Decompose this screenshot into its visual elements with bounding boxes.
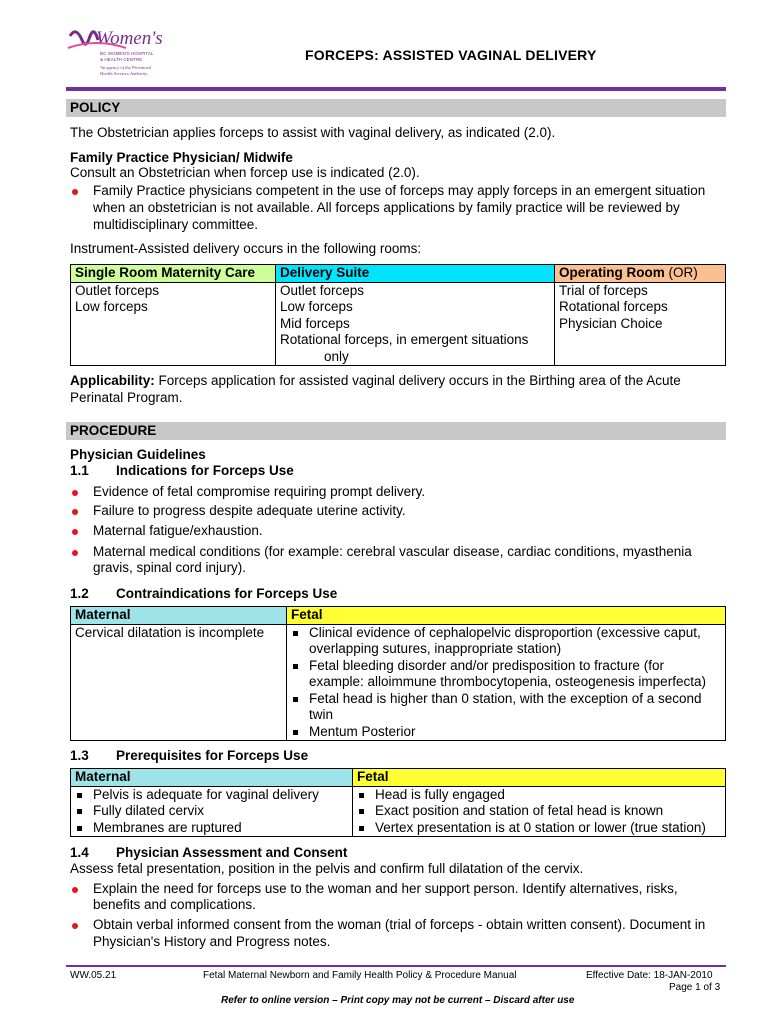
procedure-heading: PROCEDURE bbox=[66, 422, 726, 440]
indication-item: Failure to progress despite adequate uterine activity. bbox=[93, 503, 406, 518]
bullet-icon bbox=[72, 529, 78, 535]
consent-bullet1-line2: benefits and complications. bbox=[93, 897, 256, 912]
contraindications-table bbox=[70, 606, 726, 741]
contra-cell-fetal bbox=[287, 624, 726, 741]
policy-intro: The Obstetrician applies forceps to assist with vaginal delivery, as indicated (2.0). bbox=[70, 125, 556, 140]
footer-divider bbox=[66, 965, 726, 967]
section-1-2-number: 1.2 bbox=[70, 586, 89, 601]
indication-item: Maternal medical conditions (for example: cerebral vascular disease, cardiac conditions, myasthenia bbox=[93, 544, 692, 559]
assessment-text: Assess fetal presentation, position in the pelvis and confirm full dilatation of the cervix. bbox=[70, 861, 584, 876]
svg-text:BC WOMEN'S HOSPITAL: BC WOMEN'S HOSPITAL bbox=[100, 51, 154, 56]
section-1-4-number: 1.4 bbox=[70, 845, 89, 860]
list-item: Physician Choice bbox=[559, 315, 663, 331]
list-item-line: Fetal bleeding disorder and/or predisposition to fracture (for bbox=[309, 657, 664, 673]
prereq-cell-maternal bbox=[71, 786, 353, 837]
applicability-text: Forceps application for assisted vaginal delivery occurs in the Birthing area of the Acute bbox=[154, 373, 681, 388]
bullet-icon bbox=[72, 550, 78, 556]
applicability-line2: Perinatal Program. bbox=[70, 390, 183, 405]
fp-bullet-line3: multidisciplinary committee. bbox=[93, 217, 259, 232]
list-item: Trial of forceps bbox=[559, 282, 648, 298]
footer-notice: Refer to online version – Print copy may not be current – Discard after use bbox=[221, 995, 575, 1006]
indication-item-cont: gravis, spinal cord injury). bbox=[93, 560, 247, 575]
square-bullet-icon bbox=[293, 730, 298, 735]
list-item-line: example: alloimmune thrombocytopenia, osteogenesis imperfecta) bbox=[309, 674, 706, 689]
rooms-header-delivery-suite: Delivery Suite bbox=[276, 265, 555, 283]
square-bullet-icon bbox=[293, 631, 298, 636]
list-item-line: Fetal head is higher than 0 station, with the exception of a second bbox=[309, 690, 702, 706]
prerequisites-table bbox=[70, 768, 726, 837]
rooms-cell-srmc bbox=[71, 282, 276, 366]
indication-item: Maternal fatigue/exhaustion. bbox=[93, 523, 263, 538]
list-item bbox=[291, 658, 721, 691]
list-item: Low forceps bbox=[280, 299, 353, 314]
list-item-line: Clinical evidence of cephalopelvic disproportion (excessive caput, bbox=[309, 624, 701, 640]
list-item bbox=[357, 787, 721, 804]
list-item-line: overlapping sutures, inappropriate station) bbox=[309, 641, 562, 656]
list-item bbox=[75, 820, 348, 837]
list-item bbox=[291, 625, 721, 658]
list-item-text: Fully dilated cervix bbox=[93, 803, 205, 818]
square-bullet-icon bbox=[359, 809, 364, 814]
prereq-header-fetal: Fetal bbox=[353, 769, 726, 787]
consent-bullet2-line2: Physician's History and Progress notes. bbox=[93, 934, 331, 949]
svg-text:Health Services Authority: Health Services Authority bbox=[100, 71, 148, 76]
rooms-cell-delivery-suite bbox=[276, 282, 555, 366]
fp-bullet-line1: Family Practice physicians competent in the use of forceps may apply forceps in an emergent situation bbox=[93, 183, 706, 198]
rooms-header-srmc: Single Room Maternity Care bbox=[71, 265, 276, 283]
list-item: Low forceps bbox=[75, 299, 148, 314]
footer-manual: Fetal Maternal Newborn and Family Health Policy & Procedure Manual bbox=[203, 970, 517, 981]
womens-hospital-logo bbox=[66, 18, 176, 88]
consent-bullet1-line1: Explain the need for forceps use to the woman and her support person. Identify alternatives, risks, bbox=[93, 881, 678, 896]
prereq-cell-fetal bbox=[353, 786, 726, 837]
bullet-icon bbox=[72, 490, 78, 496]
section-1-1-number: 1.1 bbox=[70, 463, 89, 478]
list-item-line: twin bbox=[309, 707, 334, 722]
rooms-header-or bbox=[555, 265, 726, 283]
footer-effective-date: Effective Date: 18-JAN-2010 bbox=[586, 970, 713, 981]
physician-guidelines-heading: Physician Guidelines bbox=[70, 447, 206, 462]
applicability-label: Applicability: bbox=[70, 373, 155, 388]
section-1-3-number: 1.3 bbox=[70, 748, 89, 763]
square-bullet-icon bbox=[293, 697, 298, 702]
square-bullet-icon bbox=[77, 826, 82, 831]
list-item-text: Vertex presentation is at 0 station or lower (true station) bbox=[375, 819, 706, 835]
list-item-line: Mentum Posterior bbox=[309, 723, 416, 739]
list-item: Rotational forceps bbox=[559, 299, 668, 314]
list-item bbox=[357, 820, 721, 837]
list-item: Outlet forceps bbox=[280, 282, 365, 298]
list-item-text: Pelvis is adequate for vaginal delivery bbox=[93, 786, 319, 802]
prereq-header-maternal: Maternal bbox=[71, 769, 353, 787]
list-item bbox=[75, 803, 348, 820]
svg-text:& HEALTH CENTRE: & HEALTH CENTRE bbox=[100, 57, 143, 62]
rooms-table bbox=[70, 264, 726, 366]
list-item-text: Membranes are ruptured bbox=[93, 819, 242, 835]
document-title: FORCEPS: ASSISTED VAGINAL DELIVERY bbox=[305, 47, 597, 63]
footer-code: WW.05.21 bbox=[70, 970, 117, 981]
fp-bullet-line2: when an obstetrician is not available. All forceps applications by family practice will be reviewed by bbox=[93, 200, 680, 215]
family-practice-heading: Family Practice Physician/ Midwife bbox=[70, 150, 293, 165]
list-item bbox=[291, 724, 721, 741]
section-1-4-title: Physician Assessment and Consent bbox=[116, 845, 348, 860]
applicability-line1 bbox=[70, 373, 681, 390]
list-item: Outlet forceps bbox=[75, 282, 160, 298]
list-item bbox=[75, 787, 348, 804]
bullet-icon bbox=[72, 923, 78, 929]
list-item-text: Head is fully engaged bbox=[375, 786, 505, 802]
bullet-icon bbox=[72, 189, 78, 195]
list-item-text: Exact position and station of fetal head is known bbox=[375, 803, 664, 818]
section-1-2-title: Contraindications for Forceps Use bbox=[116, 586, 338, 601]
list-item: only bbox=[324, 348, 349, 364]
section-1-1-title: Indications for Forceps Use bbox=[116, 463, 294, 478]
rooms-cell-or bbox=[555, 282, 726, 366]
rooms-intro: Instrument-Assisted delivery occurs in the following rooms: bbox=[70, 241, 422, 256]
footer-page-number: Page 1 of 3 bbox=[669, 982, 721, 993]
logo-wordmark: Women's bbox=[96, 28, 163, 49]
svg-text:An agency of the Provincial: An agency of the Provincial bbox=[100, 65, 152, 70]
rooms-header-or-label: Operating Room bbox=[559, 265, 665, 280]
square-bullet-icon bbox=[77, 793, 82, 798]
square-bullet-icon bbox=[293, 664, 298, 669]
section-1-3-title: Prerequisites for Forceps Use bbox=[116, 748, 309, 763]
bullet-icon bbox=[72, 509, 78, 515]
list-item: Mid forceps bbox=[280, 315, 350, 331]
indication-item: Evidence of fetal compromise requiring prompt delivery. bbox=[93, 484, 426, 499]
square-bullet-icon bbox=[77, 809, 82, 814]
square-bullet-icon bbox=[359, 793, 364, 798]
rooms-header-or-suffix: (OR) bbox=[664, 265, 698, 280]
policy-heading: POLICY bbox=[66, 99, 726, 117]
contra-cell-maternal: Cervical dilatation is incomplete bbox=[71, 624, 287, 741]
contra-header-maternal: Maternal bbox=[71, 607, 287, 625]
family-practice-text: Consult an Obstetrician when forcep use is indicated (2.0). bbox=[70, 165, 420, 180]
list-item: Rotational forceps, in emergent situations bbox=[280, 332, 529, 347]
bullet-icon bbox=[72, 887, 78, 893]
list-item bbox=[357, 803, 721, 820]
consent-bullet2-line1: Obtain verbal informed consent from the woman (trial of forceps - obtain written consent). Document in bbox=[93, 917, 706, 932]
list-item bbox=[291, 691, 721, 724]
square-bullet-icon bbox=[359, 826, 364, 831]
contra-header-fetal: Fetal bbox=[287, 607, 726, 625]
header-divider bbox=[66, 87, 726, 91]
